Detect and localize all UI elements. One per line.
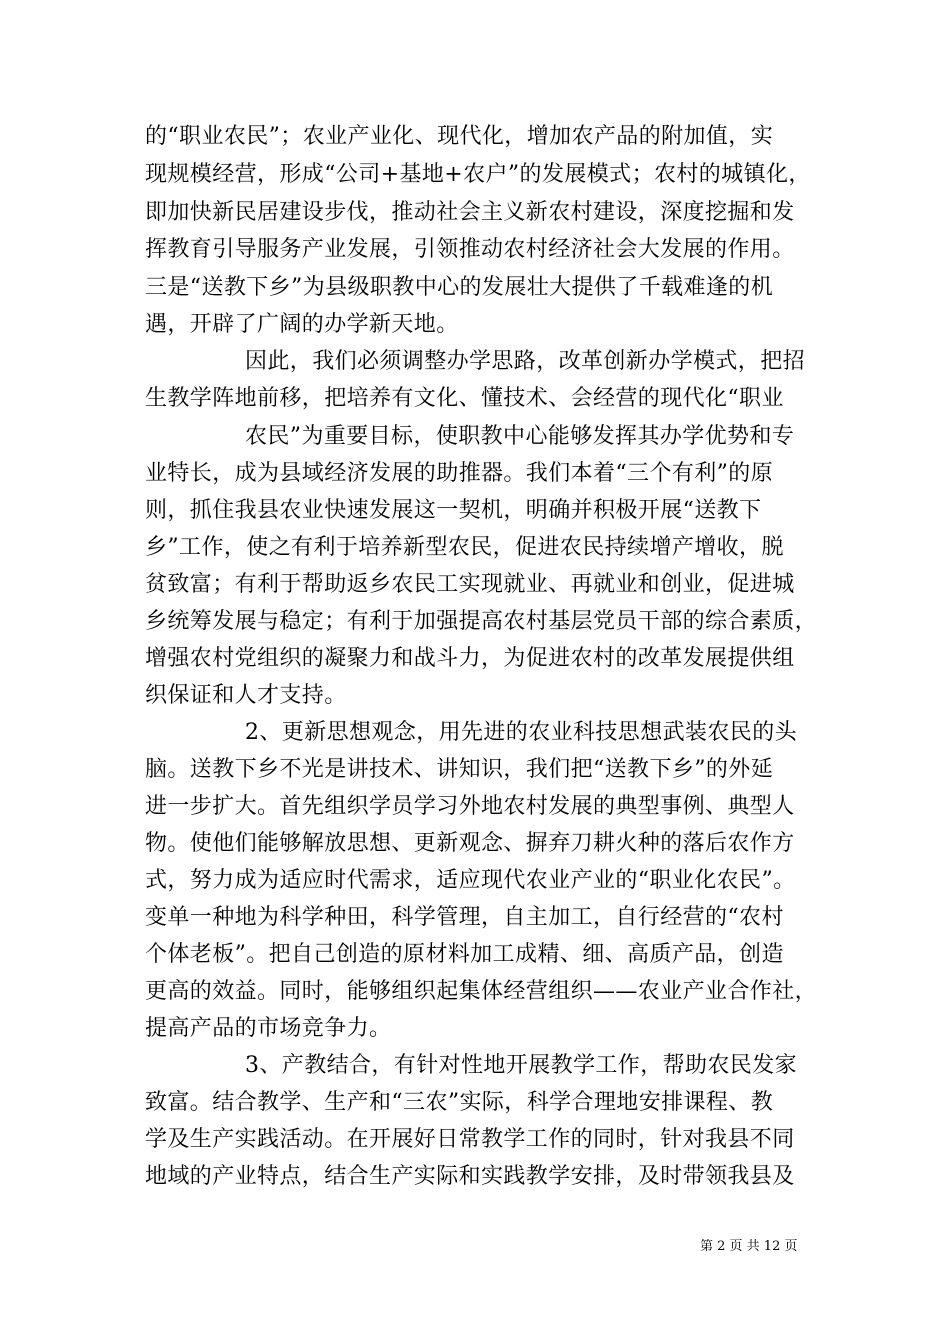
text-line: 乡”工作，使之有利于培养新型农民，促进农民持续增产增收，脱 — [145, 535, 784, 560]
text-line: 生教学阵地前移，把培养有文化、懂技术、会经营的现代化“职业 — [145, 386, 784, 411]
text-line: 业特长，成为县域经济发展的助推器。我们本着“三个有利”的原 — [145, 461, 774, 486]
text-line: 乡统筹发展与稳定；有利于加强提高农村基层党员干部的综合素质， — [145, 609, 818, 634]
text-line: 遇，开辟了广阔的办学新天地。 — [145, 312, 459, 337]
text-line: 提高产品的市场竞争力。 — [145, 1016, 392, 1041]
text-line: 进一步扩大。首先组织学员学习外地农村发展的典型事例、典型人 — [145, 794, 795, 819]
paragraph-first-line: 因此，我们必须调整办学思路，改革创新办学模式，把招 — [245, 349, 806, 374]
text-line: 贫致富；有利于帮助返乡农民工实现就业、再就业和创业，促进城 — [145, 572, 795, 597]
text-line: 致富。结合教学、生产和“三农”实际，科学合理地安排课程、教 — [145, 1090, 774, 1115]
text-line: 式，努力成为适应时代需求，适应现代农业产业的“职业化农民”。 — [145, 868, 796, 893]
text-line: 变单一种地为科学种田，科学管理，自主加工，自行经营的“农村 — [145, 905, 784, 930]
text-line: 个体老板”。把自己创造的原材料加工成精、细、高质产品，创造 — [145, 942, 784, 967]
text-line-indented: 农民”为重要目标，使职教中心能够发挥其办学优势和专 — [245, 424, 795, 449]
text-line: 的“职业农民”；农业产业化、现代化，增加农产品的附加值，实 — [145, 124, 774, 149]
text-line: 现规模经营，形成“公司+基地+农户”的发展模式；农村的城镇化， — [145, 162, 811, 187]
text-line: 增强农村党组织的凝聚力和战斗力，为促进农村的改革发展提供组 — [145, 646, 795, 671]
text-line: 地域的产业特点，结合生产实际和实践教学安排，及时带领我县及 — [145, 1164, 795, 1189]
text-line: 学及生产实践活动。在开展好日常教学工作的同时，针对我县不同 — [145, 1127, 795, 1152]
text-line: 织保证和人才支持。 — [145, 683, 347, 708]
paragraph-first-line: 3、产教结合，有针对性地开展教学工作，帮助农民发家 — [245, 1053, 797, 1078]
text-line: 则，抓住我县农业快速发展这一契机，明确并积极开展“送教下 — [145, 498, 762, 523]
text-line: 物。使他们能够解放思想、更新观念、摒弃刀耕火种的落后农作方 — [145, 831, 795, 856]
text-line: 脑。送教下乡不光是讲技术、讲知识，我们把“送教下乡”的外延 — [145, 757, 774, 782]
text-line: 更高的效益。同时，能够组织起集体经营组织——农业产业合作社， — [145, 979, 818, 1004]
text-line: 即加快新民居建设步伐，推动社会主义新农村建设，深度挖掘和发 — [145, 200, 795, 225]
paragraph-first-line: 2、更新思想观念，用先进的农业科技思想武装农民的头 — [245, 720, 797, 745]
text-line: 三是“送教下乡”为县级职教中心的发展壮大提供了千载难逢的机 — [145, 275, 774, 300]
page-number-footer: 第 2 页 共 12 页 — [700, 1239, 798, 1254]
text-line: 挥教育引导服务产业发展，引领推动农村经济社会大发展的作用。 — [145, 237, 795, 262]
